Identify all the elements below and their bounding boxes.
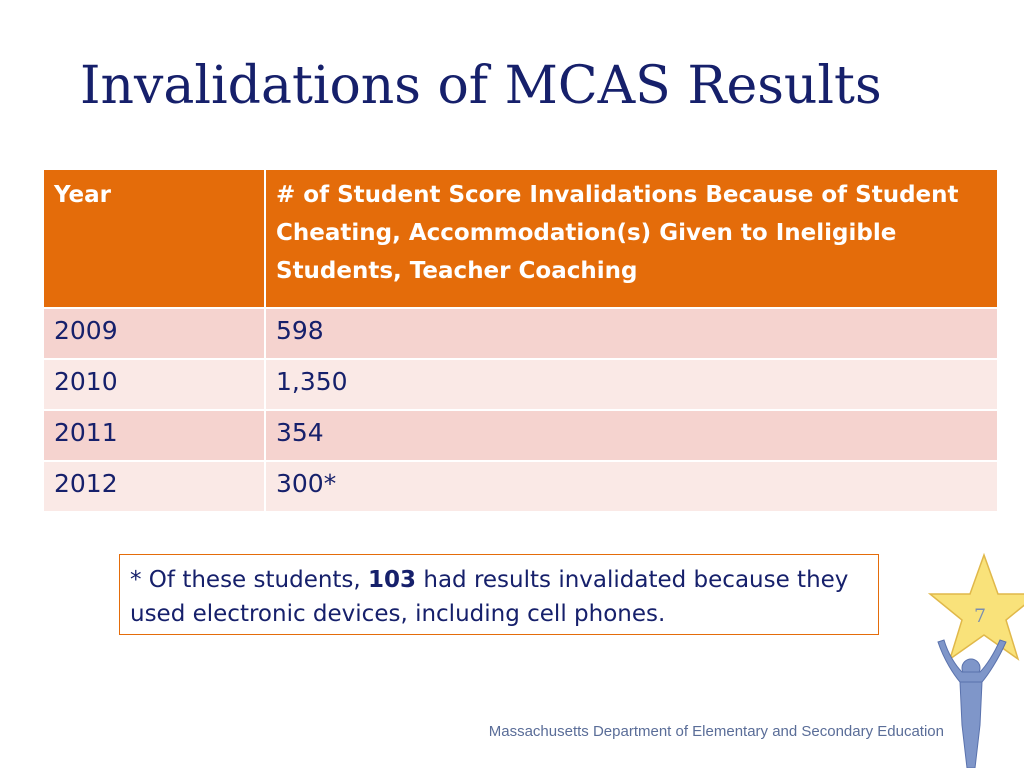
- year-cell: 2010: [43, 359, 265, 410]
- footer-organization: Massachusetts Department of Elementary and Secondary Education: [488, 723, 944, 740]
- table-row: [43, 461, 998, 512]
- count-cell: 1,350: [265, 359, 998, 410]
- person-figure-icon: [938, 640, 1006, 768]
- year-cell: 2011: [43, 410, 265, 461]
- invalidations-table: [42, 168, 999, 513]
- count-cell: 354: [265, 410, 998, 461]
- table-row: [43, 410, 998, 461]
- column-header-year: Year: [43, 169, 265, 308]
- footnote-box: [119, 554, 879, 635]
- year-cell: 2009: [43, 308, 265, 359]
- table-header-row: [43, 169, 998, 308]
- count-cell: 300*: [265, 461, 998, 512]
- column-header-invalidations: # of Student Score Invalidations Because of Student Cheating, Accommodation(s) Given to Ineligible Students, Teacher Coaching: [265, 169, 998, 308]
- table-row: [43, 359, 998, 410]
- count-cell: 598: [265, 308, 998, 359]
- footnote-suffix: had results invalidated because they used electronic devices, including cell phones.: [130, 567, 849, 627]
- year-cell: 2012: [43, 461, 265, 512]
- page-number: 7: [973, 605, 987, 627]
- footnote-highlight-number: 103: [368, 567, 417, 593]
- footnote-prefix: * Of these students,: [130, 567, 369, 593]
- table-row: [43, 308, 998, 359]
- slide-title: Invalidations of MCAS Results: [80, 56, 882, 116]
